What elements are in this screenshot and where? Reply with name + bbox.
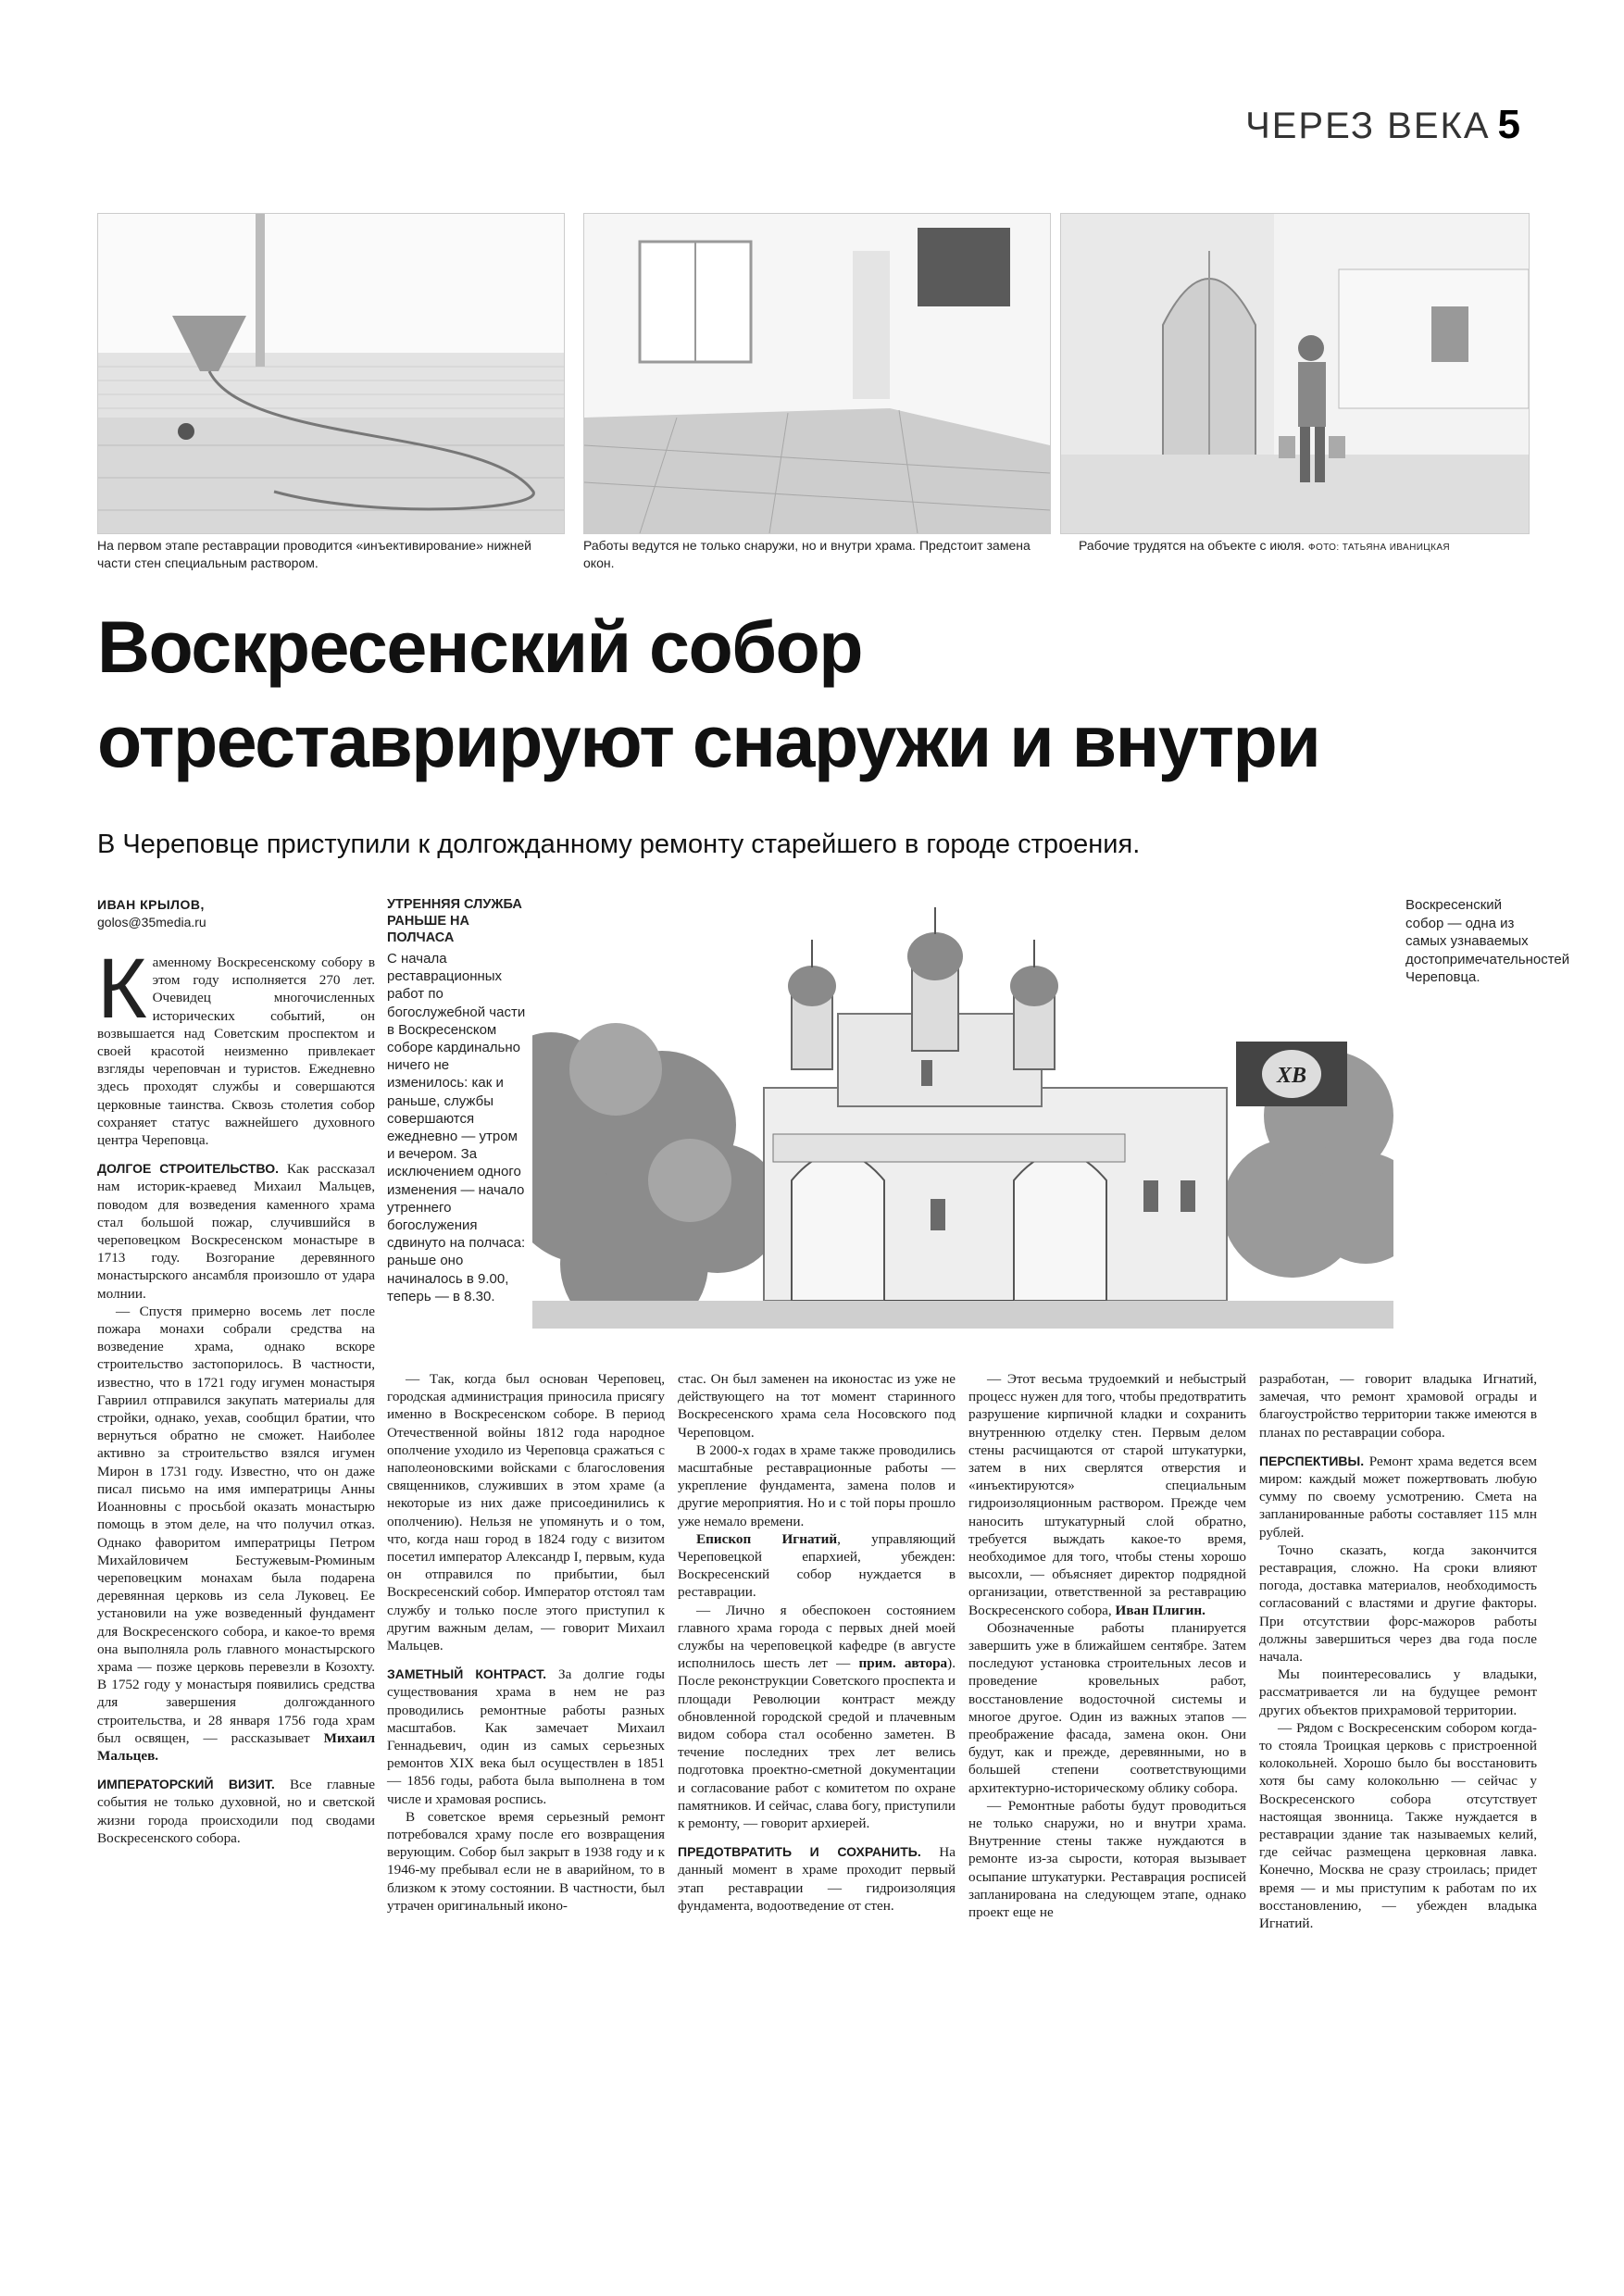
paragraph: стас. Он был заменен на иконостас из уже не действующего на тот момент старинного Воскресенского храма села Носовского под Череповцом. bbox=[678, 1371, 956, 1441]
sidebar-text: С начала реставрационных работ по богослужебной части в Воскресенском соборе кардинально ничего не изменилось: как и раньше, службы совершаются ежедневно — утром и вечером. За исключением одного изменения — начало утреннего богослужения сдвинуто на полчаса: раньше оно начиналось в 9.00, теперь — в 8.30. bbox=[387, 951, 526, 1304]
sidebar-box bbox=[387, 896, 526, 1305]
page-number: 5 bbox=[1497, 102, 1522, 147]
paragraph bbox=[678, 1602, 956, 1833]
intro-text: аменному Воскресенскому собору в этом году исполняется 270 лет. Очевидец многочисленных исторических событий, он возвышается над Советским проспектом и своей красотой неизменно привлекает взгляды череповчан и туристов. Ежедневно здесь проходят службы и совершаются церковные таинства. Сквозь столетия собор сохраняет статус важнейшего духовного центра Череповца. bbox=[97, 955, 375, 1149]
subheading: ПЕРСПЕКТИВЫ. bbox=[1259, 1453, 1365, 1468]
cathedral-sign-text: ХВ bbox=[1276, 1064, 1307, 1088]
article-column-3 bbox=[678, 1370, 956, 1915]
article-column-4 bbox=[968, 1370, 1246, 1921]
paragraph: Мы поинтересовались у владыки, рассматривается ли на будущее ремонт других объектов прихрамовой территории. bbox=[1259, 1666, 1537, 1718]
author-note: прим. автора bbox=[858, 1655, 948, 1672]
photo-caption-3 bbox=[1079, 537, 1523, 556]
article-column-2-body bbox=[387, 1370, 665, 1915]
quoted-name: Иван Плигин. bbox=[1115, 1602, 1206, 1618]
title-line-1: Воскресенский собор bbox=[97, 605, 863, 688]
paragraph: — Рядом с Воскресенским собором когда-то стояла Троицкая церковь с пристроенной колокольней. Хорошо было бы восстановить хотя бы саму колокольню — сейчас у Воскресенского собора отсутствует настоящая звонница. Также нуждается в реставрации здание так называемых келий, где сейчас размещена церковная лавка. Конечно, Москва не сразу строилась; придет время — и мы приступим к работам по их восстановлению, — убежден владыка Игнатий. bbox=[1259, 1719, 1537, 1932]
section-header bbox=[1245, 102, 1522, 148]
main-photo-caption: Воскресенский собор — одна из самых узнаваемых достопримечательностей Череповца. bbox=[1405, 897, 1570, 985]
paragraph-text: За долгие годы существования храма в нем не раз проводились ремонтные работы разных масштабов. Как замечает Михаил Геннадьевич, один из самых серьезных ремонтов XIX века был осуществлен в 1851 — 1856 годы, работа была выполнена в том числе и храмовая роспись. bbox=[387, 1666, 665, 1807]
paragraph bbox=[97, 1160, 375, 1303]
paragraph: — Ремонтные работы будут проводиться не только снаружи, но и внутри храма. Внутренние стены также нуждаются в ремонте из-за сырости, которая вызывает осыпание штукатурки. Реставрация росписей запланирована на следующем этапе, однако проект еще не bbox=[968, 1797, 1246, 1921]
paragraph-text: Ремонт храма ведется всем миром: каждый может пожертвовать любую сумму по своему усмотрению. Смета на запланированные работы составляет 115 млн рублей. bbox=[1259, 1453, 1537, 1541]
intro-paragraph bbox=[97, 942, 375, 1149]
paragraph: разработан, — говорит владыка Игнатий, замечая, что ремонт храмовой ограды и благоустройство территории также имеются в планах по реставрации собора. bbox=[1259, 1371, 1537, 1441]
article-lead: В Череповце приступили к долгожданному ремонту старейшего в городе строения. bbox=[97, 830, 1141, 859]
subheading: ИМПЕРАТОРСКИЙ ВИЗИТ. bbox=[97, 1777, 275, 1792]
photo-caption-2 bbox=[583, 537, 1046, 572]
paragraph bbox=[97, 1776, 375, 1847]
paragraph bbox=[97, 1303, 375, 1765]
photo-caption-1 bbox=[97, 537, 560, 572]
caption-text: На первом этапе реставрации проводится «инъективирование» нижней части стен специальным раствором. bbox=[97, 538, 532, 570]
byline bbox=[97, 896, 315, 931]
subheading: ПРЕДОТВРАТИТЬ И СОХРАНИТЬ. bbox=[678, 1844, 921, 1860]
article-title bbox=[97, 600, 1542, 789]
paragraph: — Так, когда был основан Череповец, городская администрация приносила присягу именно в Воскресенском соборе. В период Отечественной войны 1812 года народное ополчение уходило из Череповца сражаться с наполеоновскими войсками с благословения священников, служивших в этом храме (а некоторые из них даже присоединились к ополчению). Нельзя не упомянуть и о том, что, когда наш город в 1824 году с визитом посетил император Александр I, первым, куда он отправился по прибытии, был Воскресенский собор. Император отстоял там службу и только после этого приступил к другим важным делам, — говорит Михаил Мальцев. bbox=[387, 1371, 665, 1654]
photo-injection bbox=[97, 213, 565, 534]
paragraph bbox=[678, 1843, 956, 1915]
subheading: ЗАМЕТНЫЙ КОНТРАСТ. bbox=[387, 1666, 546, 1682]
paragraph-text: , управляющий Череповецкой епархией, убежден: Воскресенский собор нуждается в реставрации. bbox=[678, 1530, 956, 1601]
sidebar-heading: УТРЕННЯЯ СЛУЖБА РАНЬШЕ НА ПОЛЧАСА bbox=[387, 897, 522, 945]
paragraph-text: На данный момент в храме проходит первый этап реставрации — гидроизоляция фундамента, водоотведение от стен. bbox=[678, 1844, 956, 1914]
photo-worker bbox=[1060, 213, 1530, 534]
section-name: ЧЕРЕЗ ВЕКА bbox=[1245, 106, 1491, 146]
paragraph bbox=[678, 1530, 956, 1602]
paragraph: Обозначенные работы планируется завершить уже в ближайшем сентябре. Затем последуют установка строительных лесов и проведение кровельных работ, восстановление водосточной системы и многое другое. Один из важных этапов — преображение фасада, замена окон. Они будут, как и прежде, деревянными, но в большей степени соответствующими архитектурно-историческому облику собора. bbox=[968, 1619, 1246, 1796]
drop-cap: К bbox=[97, 942, 147, 1036]
subheading: ДОЛГОЕ СТРОИТЕЛЬСТВО. bbox=[97, 1161, 279, 1177]
paragraph-text: ). После реконструкции Советского проспекта и площади Революции контраст между обновленной городской средой и плачевным видом собора стал особенно заметен. В течение последних трех лет велись подготовка проектно-сметной документации и согласование работ с комитетом по охране памятников. И сейчас, слава богу, приступили к ремонту, — говорит архиерей. bbox=[678, 1655, 956, 1832]
paragraph-text: — Спустя примерно восемь лет после пожара монахи собрали средства на возведение храма, однако вскоре строительство застопорилось. В частности, известно, что в 1721 году игумен монастыря Гавриил отправился закупать материалы для стройки, однако, уехав, сообщил братии, что вернуться обратно не сможет. Наиболее активно за строительство взялся игумен Мирон в 1731 году. Известно, что он даже писал письмо на имя императрицы Анны Иоанновны с просьбой оказать монастырю помощь в этом деле, на что получил отказ. Однако фаворитом императрицы Петром Михайловичем Бестужевым-Рюминым череповецким монахам была подарена деревянная церковь из села Луковец. Ее установили на уже возведенный фундамент для Воскресенского собора, и какое-то время она выполняла роль главного монастырского храма — позже церковь перевезли в Козохту. В 1752 году у монастыря появились средства для завершения долгожданного строительства, и 28 января 1756 года храм был освящен, — рассказывает bbox=[97, 1303, 375, 1746]
photo-interior bbox=[583, 213, 1051, 534]
article-column-1 bbox=[97, 942, 375, 1847]
paragraph-text: — Этот весьма трудоемкий и небыстрый процесс нужен для того, чтобы предотвратить разрушение кирпичной кладки и сохранить внутреннюю отделку стен. Первым делом стены расчищаются от старой штукатурки, затем в них сверлятся отверстия и «инъектируются» специальным гидроизоляционным раствором. Прежде чем наносить штукатурный слой обратно, требуется выждать какое-то время, необходимое для того, чтобы стены хорошо высохли, — объясняет директор подрядной организации, ответственной за реставрацию Воскресенского собора, bbox=[968, 1371, 1246, 1618]
paragraph: В советское время серьезный ремонт потребовался храму после его возвращения верующим. Собор был закрыт в 1938 году и к 1946-му пребывал если не в аварийном, то в близком к этому состоянии. В частности, был утрачен оригинальный иконо- bbox=[387, 1808, 665, 1914]
article-column-5 bbox=[1259, 1370, 1537, 1932]
author-name: ИВАН КРЫЛОВ, bbox=[97, 897, 205, 912]
paragraph: Точно сказать, когда закончится реставрация, сложно. На сроки влияют погода, доставка материалов, необходимость согласований с властями и другие факторы. При отсутствии форс-мажоров работы должны завершиться через два года после начала. bbox=[1259, 1541, 1537, 1666]
photo-cathedral bbox=[532, 903, 1393, 1329]
paragraph-text: Как рассказал нам историк-краевед Михаил Мальцев, поводом для возведения каменного храма стал большой пожар, случившийся в череповецком Воскресенском монастыре в 1713 году. Возгорание деревянного монастырского ансамбля произошло от удара молнии. bbox=[97, 1161, 375, 1302]
photo-credit: ФОТО: ТАТЬЯНА ИВАНИЦКАЯ bbox=[1307, 543, 1451, 553]
quoted-name: Михаил Мальцев. bbox=[97, 1729, 375, 1764]
title-line-2: отреставрируют снаружи и внутри bbox=[97, 700, 1320, 782]
paragraph bbox=[1259, 1453, 1537, 1541]
paragraph-text: Все главные события не только духовной, но и светской жизни города происходили под сводами Воскресенского собора. bbox=[97, 1777, 375, 1846]
paragraph-text: — Лично я обеспокоен состоянием главного храма города с первых дней моей службы на череповецкой кафедре (в августе исполнилось шесть лет — bbox=[678, 1602, 956, 1672]
caption-text: Рабочие трудятся на объекте с июля. bbox=[1079, 538, 1305, 553]
caption-text: Работы ведутся не только снаружи, но и внутри храма. Предстоит замена окон. bbox=[583, 538, 1031, 570]
paragraph bbox=[968, 1370, 1246, 1619]
author-email: golos@35media.ru bbox=[97, 915, 206, 930]
quoted-name: Епископ Игнатий bbox=[696, 1530, 838, 1547]
paragraph: В 2000-х годах в храме также проводились масштабные реставрационные работы — укрепление фундамента, замена полов и другие мероприятия. Но и с той поры прошло уже немало времени. bbox=[678, 1441, 956, 1529]
paragraph bbox=[387, 1666, 665, 1808]
